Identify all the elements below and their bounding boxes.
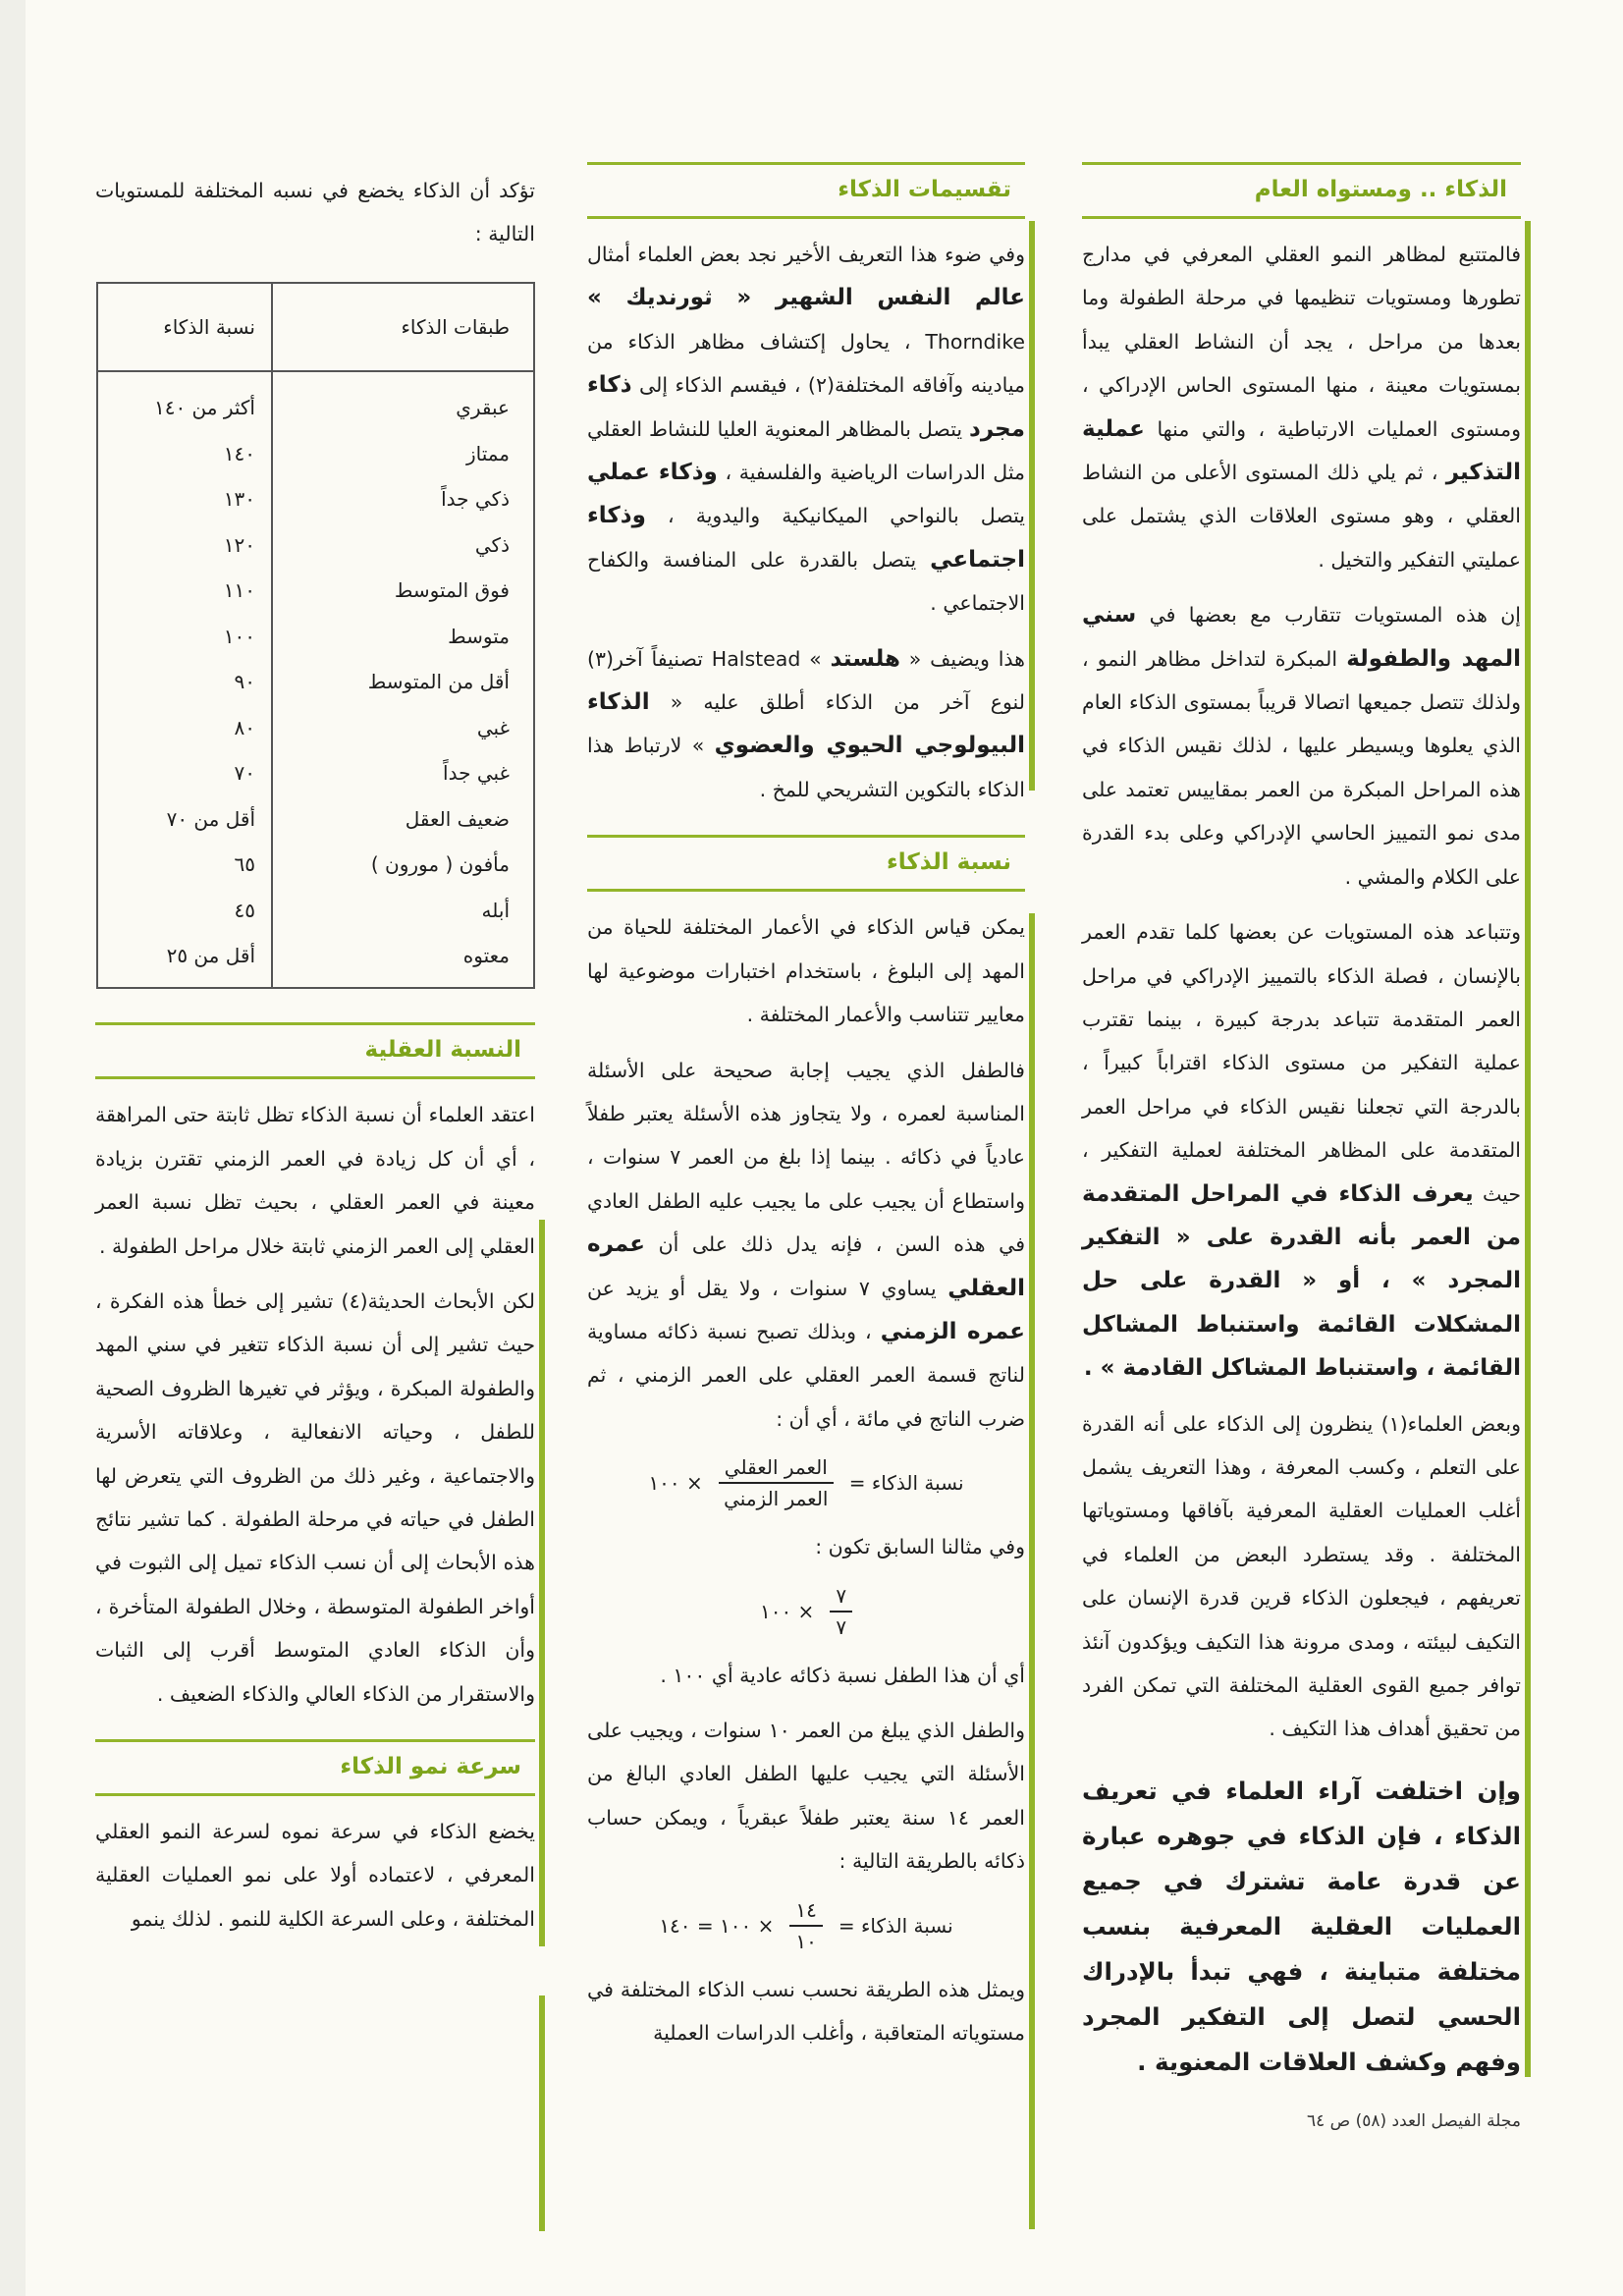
table-row: [97, 371, 534, 431]
table-row: [97, 613, 534, 659]
table-cell-class: ذكي جداً: [272, 476, 534, 522]
table-cell-class: غبي: [272, 704, 534, 750]
table-row: [97, 887, 534, 933]
table-cell-class: أبله: [272, 887, 534, 933]
table-header-value: نسبة الذكاء: [97, 283, 272, 371]
paragraph: يمكن قياس الذكاء في الأعمار المختلفة للحياة من المهد إلى البلوغ ، باستخدام اختبارات موضوعية لها معايير تتناسب والأعمار المختلفة .: [587, 915, 1025, 1027]
heading-intelligence-divisions: تقسيمات الذكاء: [587, 162, 1025, 219]
heading-iq: نسبة الذكاء: [587, 835, 1025, 892]
heading-intelligence-growth-speed: سرعة نمو الذكاء: [95, 1739, 535, 1796]
paragraph: فالطفل الذي يجيب إجابة صحيحة على الأسئلة المناسبة لعمره ، ولا يتجاوز هذه الأسئلة يعتبر طفلاً عادياً في ذكائه . بينما إذا بلغ من العمر ٧ سنوات ، واستطاع أن يجيب على ما يجيب عليه الطفل العادي في هذه السن ، فإنه يدل ذلك على أن عمره العقلي يساوي ٧ سنوات ، ولا يقل أو يزيد عن عمره الزمني ، وبذلك تصبح نسبة ذكائه مساوية لناتج قسمة العمر العقلي على العمر الزمني ، ثم ضرب الناتج في مائة ، أي أن :: [587, 1058, 1025, 1431]
table-cell-value: ٤٥: [234, 898, 255, 922]
equation-iq-formula: نسبة الذكاء = $\frac{\text{العمر العقلي}}{\text{العمر الزمني}}$ × ١٠٠: [587, 1452, 1025, 1513]
table-cell-class: فوق المتوسط: [272, 568, 534, 614]
paragraph: ويمثل هذه الطريقة نحسب نسب الذكاء المختلفة في مستوياته المتعاقبة ، وأغلب الدراسات العملية: [587, 1977, 1025, 2045]
paragraph: لكن الأبحاث الحديثة(٤) تشير إلى خطأ هذه الفكرة ، حيث تشير إلى أن نسبة الذكاء تتغير في سني المهد والطفولة المبكرة ، ويؤثر في تغيرها الظروف الصحية للطفل ، وحياته الانفعالية ، وعلاقاته الأسرية والاجتماعية ، وغير ذلك من الظروف التي يتعرض لها الطفل في حياته في مرحلة الطفولة . كما تشير نتائج هذه الأبحاث إلى أن نسب الذكاء تميل إلى الثبوت في أواخر الطفولة المتوسطة ، وخلال الطفولة المتأخرة ، وأن الذكاء العادي المتوسط أقرب إلى الثبات والاستقرار من الذكاء العالي والذكاء الضعيف .: [95, 1288, 535, 1706]
page-footer: مجلة الفيصل العدد (٥٨) ص ٦٤: [1306, 2111, 1521, 2131]
page-edge-shadow: [0, 0, 26, 2296]
table-row: [97, 568, 534, 614]
heading-mental-ratio: النسبة العقلية: [95, 1022, 535, 1079]
table-row: [97, 842, 534, 888]
table-cell-value: أقل من ٢٥: [166, 944, 255, 968]
table-row: [97, 704, 534, 750]
table-cell-value: ١٣٠: [223, 487, 255, 512]
table-row: [97, 795, 534, 842]
column-side-bar: [1525, 221, 1531, 2077]
table-row: [97, 933, 534, 989]
table-cell-class: ضعيف العقل: [272, 795, 534, 842]
iq-levels-table: [96, 282, 535, 990]
paragraph: إن هذه المستويات تتقارب مع بعضها في سني المهد والطفولة المبكرة لتداخل مظاهر النمو ، ولذلك تتصل جميعها اتصالا قريباً بمستوى الذكاء العام الذي يعلوها ويسيطر عليها ، لذلك نقيس الذكاء في هذه المراحل المبكرة من العمر بمقاييس تعتمد على مدى نمو التمييز الحاسي الإدراكي وعلى بدء القدرة على الكلام والمشي .: [1082, 602, 1521, 889]
table-row: [97, 521, 534, 568]
column-side-bar: [539, 1220, 545, 1946]
table-row: [97, 476, 534, 522]
table-cell-class: أقل من المتوسط: [272, 659, 534, 705]
table-cell-class: مأفون ( مورون ): [272, 842, 534, 888]
paragraph: وبعض العلماء(١) ينظرون إلى الذكاء على أنه القدرة على التعلم ، وكسب المعرفة ، وهذا التعريف يشمل أغلب العمليات العقلية المعرفية بآفاقها ومستوياتها المختلفة . وقد يستطرد البعض من العلماء في تعريفهم ، فيجعلون الذكاء قرين قدرة الإنسان على التكيف لبيئته ، ومدى مرونة هذا التكيف ويؤكدون آنئذ توافر جميع القوى العقلية المختلفة التي تمكن الفرد من تحقيق أهداف هذا التكيف .: [1082, 1411, 1522, 1741]
table-cell-class: عبقري: [272, 371, 534, 431]
table-body: [97, 371, 534, 989]
paragraph: والطفل الذي يبلغ من العمر ١٠ سنوات ، ويجيب على الأسئلة التي يجيب عليها الطفل العادي البالغ من العمر ١٤ سنة يعتبر طفلاً عبقرياً ، ويمكن حساب ذكائه بالطريقة التالية :: [587, 1718, 1026, 1874]
table-cell-class: معتوه: [272, 933, 534, 989]
equation-example-two: نسبة الذكاء = $\frac{١٤}{١٠}$ × ١٠٠ = ١٤٠: [587, 1895, 1025, 1956]
paragraph-highlight: وإن اختلفت آراء العلماء في تعريف الذكاء ، فإن الذكاء في جوهره عبارة عن قدرة عامة تشترك في جميع العمليات العقلية المعرفية بنسب مختلفة متباينة ، فهي تبدأ بالإدراك الحسي لتصل إلى التفكير المجرد وفهم وكشف العلاقات المعنوية .: [1082, 1776, 1521, 2076]
equation-example-one: $\frac{٧}{٧}$ × ١٠٠: [587, 1581, 1025, 1642]
table-cell-class: غبي جداً: [272, 750, 534, 796]
heading-intelligence-general-level: الذكاء .. ومستواه العام: [1082, 162, 1521, 219]
paragraph: تؤكد أن الذكاء يخضع في نسبه المختلفة للمستويات التالية :: [95, 179, 535, 246]
paragraph: وتتباعد هذه المستويات عن بعضها كلما تقدم العمر بالإنسان ، فصلة الذكاء بالتمييز الإدراكي في مراحل العمر المتقدمة تتباعد بدرجة كبيرة ، بينما تقترب عملية التفكير من مستوى الذكاء اقتراباً كبيراً ، بالدرجة التي تجعلنا نقيس الذكاء في مراحل العمر المتقدمة على المظاهر المختلفة لعملية التفكير ، حيث يعرف الذكاء في المراحل المتقدمة من العمر بأنه القدرة على « التفكير المجرد » ، أو « القدرة على حل المشكلات القائمة واستنباط المشاكل القائمة ، واستنباط المشاكل القادمة » .: [1082, 920, 1521, 1382]
paragraph: أي أن هذا الطفل نسبة ذكائه عادية أي ١٠٠ .: [660, 1663, 1025, 1687]
table-row: [97, 659, 534, 705]
paragraph: وفي ضوء هذا التعريف الأخير نجد بعض العلماء أمثال عالم النفس الشهير « ثورنديك » Thorndike ، يحاول إكتشاف مظاهر الذكاء من ميادينه وآفاقه المختلفة(٢) ، فيقسم الذكاء إلى ذكاء مجرد يتصل بالمظاهر المعنوية العليا للنشاط العقلي مثل الدراسات الرياضية والفلسفية ، وذكاء عملي يتصل بالنواحي الميكانيكية واليدوية ، وذكاء اجتماعي يتصل بالقدرة على المنافسة والكفاح الاجتماعي .: [587, 243, 1025, 616]
table-cell-value: ١١٠: [223, 578, 255, 603]
paragraph: فالمتتبع لمظاهر النمو العقلي المعرفي في مدارج تطورها ومستويات تنظيمها في مرحلة الطفولة وما بعدها من مراحل ، يجد أن النشاط العقلي يبدأ بمستويات معينة ، منها المستوى الحاس الإدراكي ، ومستوى العمليات الارتباطية ، والتي منها عملية التذكير ، ثم يلي ذلك المستوى الأعلى من النشاط العقلي ، وهو مستوى العلاقات الذي يشتمل على عمليتي التفكير والتخيل .: [1082, 243, 1521, 572]
column-right: [1082, 162, 1521, 2097]
table-cell-value: ١٢٠: [223, 532, 255, 557]
paragraph: يخضع الذكاء في سرعة نموه لسرعة النمو العقلي المعرفي ، لاعتماده أولا على نمو العمليات العقلية المختلفة ، وعلى السرعة الكلية للنمو . لذلك ينمو: [95, 1820, 535, 1931]
table-cell-class: ممتاز: [272, 430, 534, 476]
paragraph: اعتقد العلماء أن نسبة الذكاء تظل ثابتة حتى المراهقة ، أي أن كل زيادة في العمر الزمني تقترن بزيادة معينة في العمر العقلي ، بحيث تظل نسبة العمر العقلي إلى العمر الزمني ثابتة خلال مراحل الطفولة .: [95, 1103, 535, 1258]
table-header-row: [97, 283, 534, 371]
table-cell-class: ذكي: [272, 521, 534, 568]
table-cell-value: أكثر من ١٤٠: [153, 396, 255, 420]
column-middle: [587, 162, 1025, 2066]
table-cell-class: متوسط: [272, 613, 534, 659]
table-cell-value: ٩٠: [234, 670, 255, 694]
paragraph: هذا ويضيف « هلستد » Halstead تصنيفاً آخر(٣) لنوع آخر من الذكاء أطلق عليه « الذكاء البيولوجي الحيوي والعضوي » لارتباط هذا الذكاء بالتكوين التشريحي للمخ .: [587, 645, 1025, 801]
column-side-bar: [539, 1995, 545, 2231]
paragraph: وفي مثالنا السابق تكون :: [815, 1535, 1025, 1559]
column-side-bar: [1029, 913, 1035, 2229]
table-cell-value: ٧٠: [234, 761, 255, 786]
column-left: [95, 169, 535, 1952]
table-cell-value: ٨٠: [234, 715, 255, 739]
table-cell-value: ١٤٠: [223, 441, 255, 465]
column-side-bar: [1029, 221, 1035, 791]
table-cell-value: ١٠٠: [223, 624, 255, 648]
table-row: [97, 750, 534, 796]
table-cell-value: أقل من ٧٠: [166, 806, 255, 831]
table-header-class: طبقات الذكاء: [272, 283, 534, 371]
table-cell-value: ٦٥: [234, 852, 255, 877]
table-row: [97, 430, 534, 476]
